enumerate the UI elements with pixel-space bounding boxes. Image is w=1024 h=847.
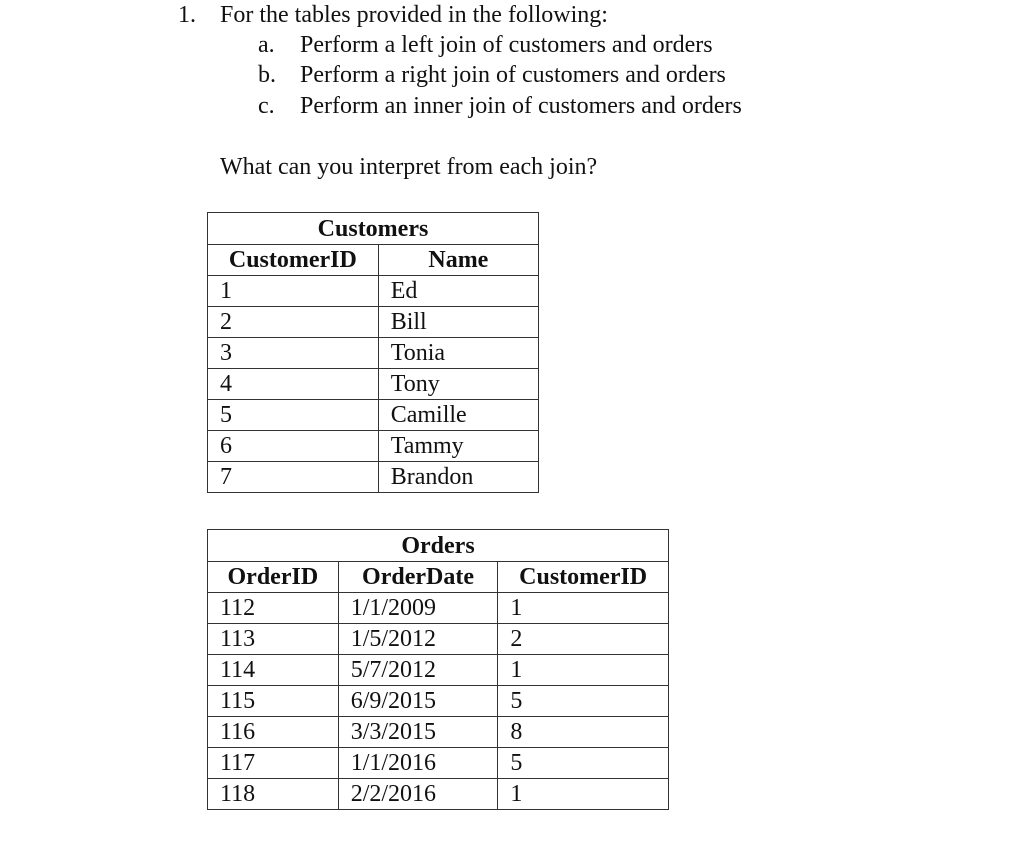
table-header-row xyxy=(208,245,539,276)
table-row xyxy=(208,276,539,307)
table-cell: 1/5/2012 xyxy=(338,624,498,655)
subquestion-a xyxy=(258,32,713,59)
table-cell: 5/7/2012 xyxy=(338,655,498,686)
table-row xyxy=(208,462,539,493)
interpret-prompt: What can you interpret from each join? xyxy=(220,154,598,180)
table-cell: Ed xyxy=(378,276,538,307)
column-header: OrderDate xyxy=(338,562,498,593)
customers-table xyxy=(207,212,539,493)
table-cell: 5 xyxy=(498,686,669,717)
table-row xyxy=(208,593,669,624)
table-cell: 1 xyxy=(208,276,379,307)
table-cell: 116 xyxy=(208,717,339,748)
table-cell: 118 xyxy=(208,779,339,810)
table-cell: 112 xyxy=(208,593,339,624)
subquestion-text: Perform a left join of customers and orders xyxy=(300,32,713,58)
column-header: Name xyxy=(378,245,538,276)
table-caption-row xyxy=(208,530,669,562)
table-cell: Tonia xyxy=(378,338,538,369)
subquestion-letter: b. xyxy=(258,62,276,88)
table-cell: Tony xyxy=(378,369,538,400)
orders-table xyxy=(207,529,669,810)
table-cell: Tammy xyxy=(378,431,538,462)
column-header: CustomerID xyxy=(208,245,379,276)
table-cell: 1 xyxy=(498,779,669,810)
table-row xyxy=(208,655,669,686)
column-header: CustomerID xyxy=(498,562,669,593)
table-row xyxy=(208,717,669,748)
table-header-row xyxy=(208,562,669,593)
table-cell: 5 xyxy=(208,400,379,431)
table-row xyxy=(208,779,669,810)
table-cell: 3 xyxy=(208,338,379,369)
table-row xyxy=(208,624,669,655)
table-cell: 117 xyxy=(208,748,339,779)
table-cell: Brandon xyxy=(378,462,538,493)
orders-table-title: Orders xyxy=(208,530,669,562)
subquestion-b xyxy=(258,62,726,89)
table-cell: 114 xyxy=(208,655,339,686)
table-cell: 4 xyxy=(208,369,379,400)
subquestion-text: Perform a right join of customers and orders xyxy=(300,62,726,88)
table-cell: 1 xyxy=(498,655,669,686)
table-row xyxy=(208,307,539,338)
table-cell: 6 xyxy=(208,431,379,462)
question-number: 1. xyxy=(178,2,196,28)
question-intro: For the tables provided in the following: xyxy=(220,2,608,28)
table-row xyxy=(208,338,539,369)
table-cell: 5 xyxy=(498,748,669,779)
table-cell: 6/9/2015 xyxy=(338,686,498,717)
subquestion-c xyxy=(258,93,742,120)
table-cell: 1/1/2009 xyxy=(338,593,498,624)
table-row xyxy=(208,400,539,431)
table-cell: 2 xyxy=(498,624,669,655)
table-cell: 1/1/2016 xyxy=(338,748,498,779)
table-cell: 3/3/2015 xyxy=(338,717,498,748)
table-cell: Camille xyxy=(378,400,538,431)
table-cell: 7 xyxy=(208,462,379,493)
table-cell: Bill xyxy=(378,307,538,338)
table-row xyxy=(208,748,669,779)
table-cell: 2 xyxy=(208,307,379,338)
table-cell: 8 xyxy=(498,717,669,748)
table-caption-row xyxy=(208,213,539,245)
subquestion-letter: c. xyxy=(258,93,275,119)
customers-table-title: Customers xyxy=(208,213,539,245)
subquestion-letter: a. xyxy=(258,32,275,58)
subquestion-text: Perform an inner join of customers and orders xyxy=(300,93,742,119)
table-cell: 2/2/2016 xyxy=(338,779,498,810)
column-header: OrderID xyxy=(208,562,339,593)
table-cell: 115 xyxy=(208,686,339,717)
table-row xyxy=(208,686,669,717)
table-cell: 1 xyxy=(498,593,669,624)
table-cell: 113 xyxy=(208,624,339,655)
table-row xyxy=(208,369,539,400)
table-row xyxy=(208,431,539,462)
